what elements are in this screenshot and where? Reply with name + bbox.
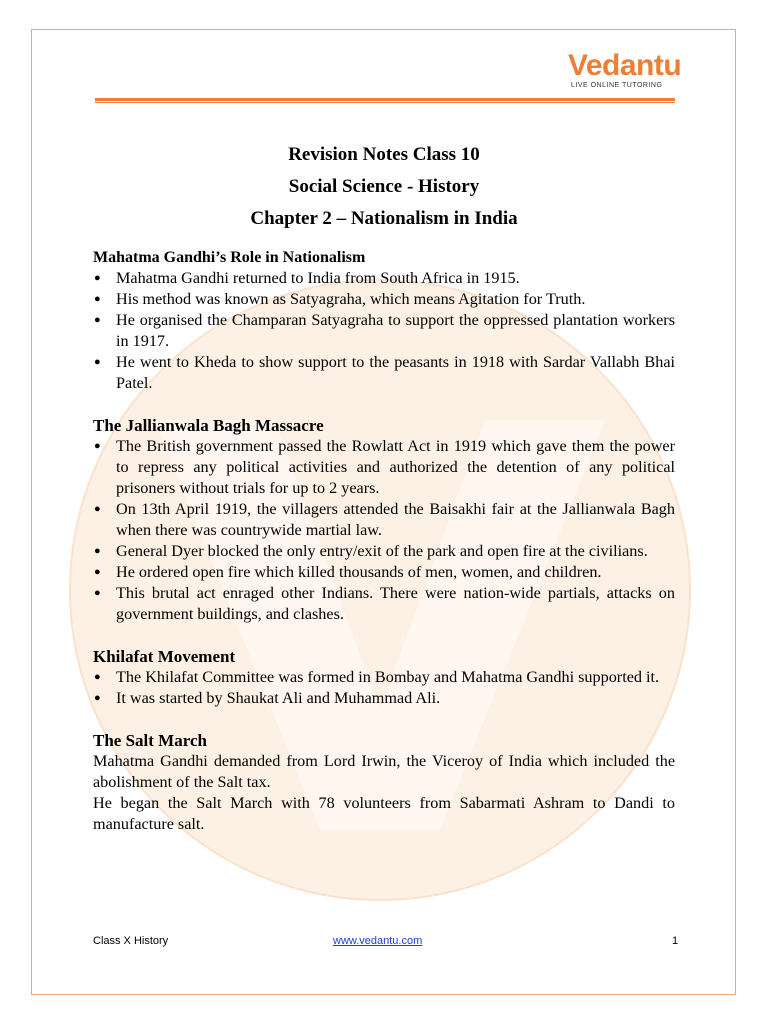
page-number: 1 <box>672 935 679 947</box>
logo-tagline: LIVE ONLINE TUTORING <box>571 82 663 89</box>
vedantu-logo[interactable] <box>568 48 688 96</box>
list-item: ● General Dyer blocked the only entry/exit of the park and open fire at the civilians. <box>93 541 675 562</box>
list-item: ● The British government passed the Rowlatt Act in 1919 which gave them the power to repress any political activities and authorized the detention of any political prisoners without trials for up to 2 years. <box>93 436 675 499</box>
list-item: ● On 13th April 1919, the villagers attended the Baisakhi fair at the Jallianwala Bagh when there was countrywide martial law. <box>93 499 675 541</box>
khilafat-bullet-list <box>93 667 675 709</box>
list-item: ● He organised the Champaran Satyagraha to support the oppressed plantation workers in 1917. <box>93 310 675 352</box>
jallianwala-bullet-list <box>93 436 675 625</box>
header-divider <box>95 98 675 101</box>
title-revision-notes: Revision Notes Class 10 <box>288 144 480 165</box>
salt-march-paragraph: He began the Salt March with 78 volunteers from Sabarmati Ashram to Dandi to manufacture salt. <box>93 794 675 833</box>
list-item: ● Mahatma Gandhi returned to India from South Africa in 1915. <box>93 268 675 289</box>
gandhi-bullet-list <box>93 268 675 394</box>
list-item: ● The Khilafat Committee was formed in Bombay and Mahatma Gandhi supported it. <box>93 667 675 688</box>
logo-wordmark: Vedantu <box>568 49 682 82</box>
section-heading-gandhi: Mahatma Gandhi’s Role in Nationalism <box>93 249 366 266</box>
footer-class-label: Class X History <box>93 935 169 947</box>
list-item: ● He went to Kheda to show support to the peasants in 1918 with Sardar Vallabh Bhai Patel. <box>93 352 675 394</box>
notes-content <box>93 247 675 835</box>
list-item: ● This brutal act enraged other Indians. There were nation-wide partials, attacks on government buildings, and clashes. <box>93 583 675 625</box>
list-item: ● His method was known as Satyagraha, which means Agitation for Truth. <box>93 289 675 310</box>
header-divider-thin <box>95 102 675 103</box>
salt-march-paragraph: Mahatma Gandhi demanded from Lord Irwin, the Viceroy of India which included the abolishment of the Salt tax. <box>93 752 675 791</box>
title-subject: Social Science - History <box>288 176 480 197</box>
list-item: ● He ordered open fire which killed thousands of men, women, and children. <box>93 562 675 583</box>
section-heading-salt-march: The Salt March <box>93 731 207 750</box>
document-titles <box>93 139 675 235</box>
title-chapter: Chapter 2 – Nationalism in India <box>250 208 518 229</box>
section-heading-jallianwala: The Jallianwala Bagh Massacre <box>93 416 324 435</box>
section-heading-khilafat: Khilafat Movement <box>93 647 236 666</box>
list-item: ● It was started by Shaukat Ali and Muhammad Ali. <box>93 688 675 709</box>
footer-website-link[interactable]: www.vedantu.com <box>333 935 423 947</box>
